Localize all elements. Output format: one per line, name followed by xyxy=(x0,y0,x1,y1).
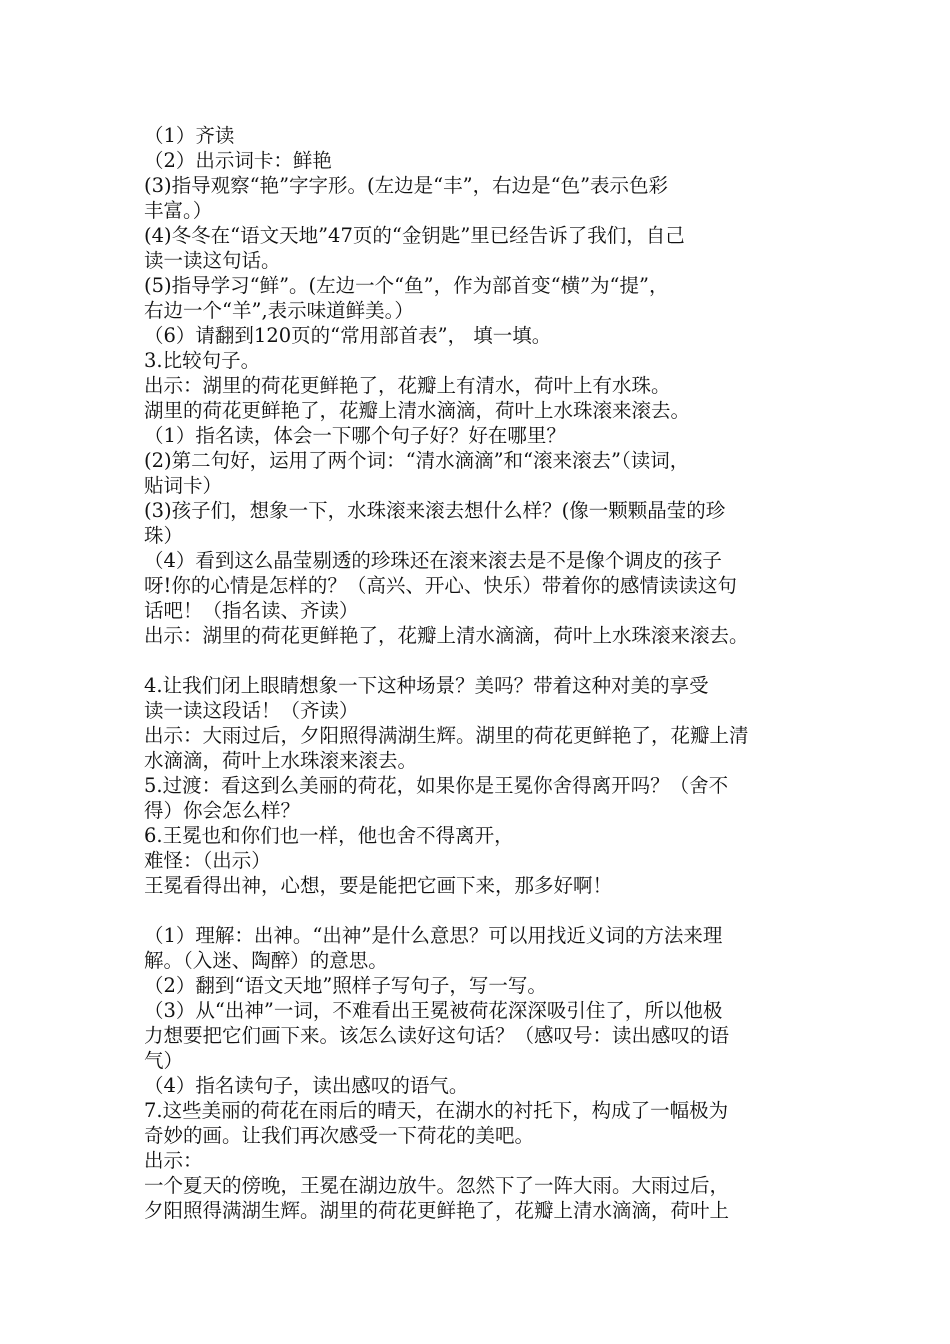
text-line: （1）齐读 xyxy=(144,124,235,147)
text-line: 6.王冕也和你们也一样，他也舍不得离开， xyxy=(144,824,514,847)
text-line: 话吧！（指名读、齐读） xyxy=(144,599,359,622)
text-line: (3)孩子们，想象一下，水珠滚来滚去想什么样？(像一颗颗晶莹的珍 xyxy=(144,499,726,522)
text-line: 奇妙的画。让我们再次感受一下荷花的美吧。 xyxy=(144,1124,535,1147)
text-line: 解。（入迷、陶醉）的意思。 xyxy=(144,949,388,972)
text-line: （3）从“出神”一词，不难看出王冕被荷花深深吸引住了，所以他极 xyxy=(144,999,723,1022)
text-line: 读一读这段话！（齐读） xyxy=(144,699,359,722)
text-line: 得）你会怎么样？ xyxy=(144,799,301,822)
text-line: (5)指导学习“鲜”。(左边一个“鱼”，作为部首变“横”为“提”， xyxy=(144,274,669,297)
text-line: 湖里的荷花更鲜艳了，花瓣上清水滴滴，荷叶上水珠滚来滚去。 xyxy=(144,399,691,422)
text-line: （4）看到这么晶莹剔透的珍珠还在滚来滚去是不是像个调皮的孩子 xyxy=(144,549,722,572)
text-line: （6）请翻到120页的“常用部首表”， 填一填。 xyxy=(144,324,552,347)
text-line: 呀!你的心情是怎样的？（高兴、开心、快乐）带着你的感情读读这句 xyxy=(144,574,737,597)
text-line: 王冕看得出神，心想，要是能把它画下来，那多好啊！ xyxy=(144,874,613,897)
text-line: 贴词卡） xyxy=(144,474,223,497)
text-line: 3.比较句子。 xyxy=(144,349,261,372)
text-line: 一个夏天的傍晚，王冕在湖边放牛。忽然下了一阵大雨。大雨过后， xyxy=(144,1174,730,1197)
text-line: （4）指名读句子，读出感叹的语气。 xyxy=(144,1074,469,1097)
text-line: （1）指名读，体会一下哪个句子好？好在哪里？ xyxy=(144,424,566,447)
text-line: (2)第二句好，运用了两个词：“清水滴滴”和“滚来滚去”（读词， xyxy=(144,449,690,472)
text-line: 水滴滴，荷叶上水珠滚来滚去。 xyxy=(144,749,418,772)
text-line: 右边一个“羊”,表示味道鲜美。） xyxy=(144,299,414,322)
text-line: 出示：大雨过后，夕阳照得满湖生辉。湖里的荷花更鲜艳了，花瓣上清 xyxy=(144,724,749,747)
text-line: （2）出示词卡：鲜艳 xyxy=(144,149,332,172)
text-line: 7.这些美丽的荷花在雨后的晴天，在湖水的衬托下，构成了一幅极为 xyxy=(144,1099,729,1122)
text-line: 力想要把它们画下来。该怎么读好这句话？（感叹号：读出感叹的语 xyxy=(144,1024,730,1047)
text-line: （2）翻到“语文天地”照样子写句子，写一写。 xyxy=(144,974,547,997)
text-line: 5.过渡：看这到么美丽的荷花，如果你是王冕你舍得离开吗？（舍不 xyxy=(144,774,729,797)
text-line: (3)指导观察“艳”字字形。(左边是“丰”，右边是“色”表示色彩 xyxy=(144,174,669,197)
text-line: 4.让我们闭上眼睛想象一下这种场景？美吗？带着这种对美的享受 xyxy=(144,674,709,697)
text-line: 出示：湖里的荷花更鲜艳了，花瓣上清水滴滴，荷叶上水珠滚来滚去。 xyxy=(144,624,749,647)
text-line: 珠） xyxy=(144,524,184,547)
text-line: （1）理解：出神。“出神”是什么意思？可以用找近义词的方法来理 xyxy=(144,924,723,947)
text-line: 出示： xyxy=(144,1149,203,1172)
text-line: 出示：湖里的荷花更鲜艳了，花瓣上有清水，荷叶上有水珠。 xyxy=(144,374,671,397)
text-line: 难怪：（出示） xyxy=(144,849,271,872)
text-line: 读一读这句话。 xyxy=(144,249,281,272)
text-line: (4)冬冬在“语文天地”47页的“金钥匙”里已经告诉了我们，自己 xyxy=(144,224,685,247)
text-line: 丰富。） xyxy=(144,199,213,222)
text-line: 气） xyxy=(144,1049,184,1072)
text-line: 夕阳照得满湖生辉。湖里的荷花更鲜艳了，花瓣上清水滴滴，荷叶上 xyxy=(144,1199,730,1222)
